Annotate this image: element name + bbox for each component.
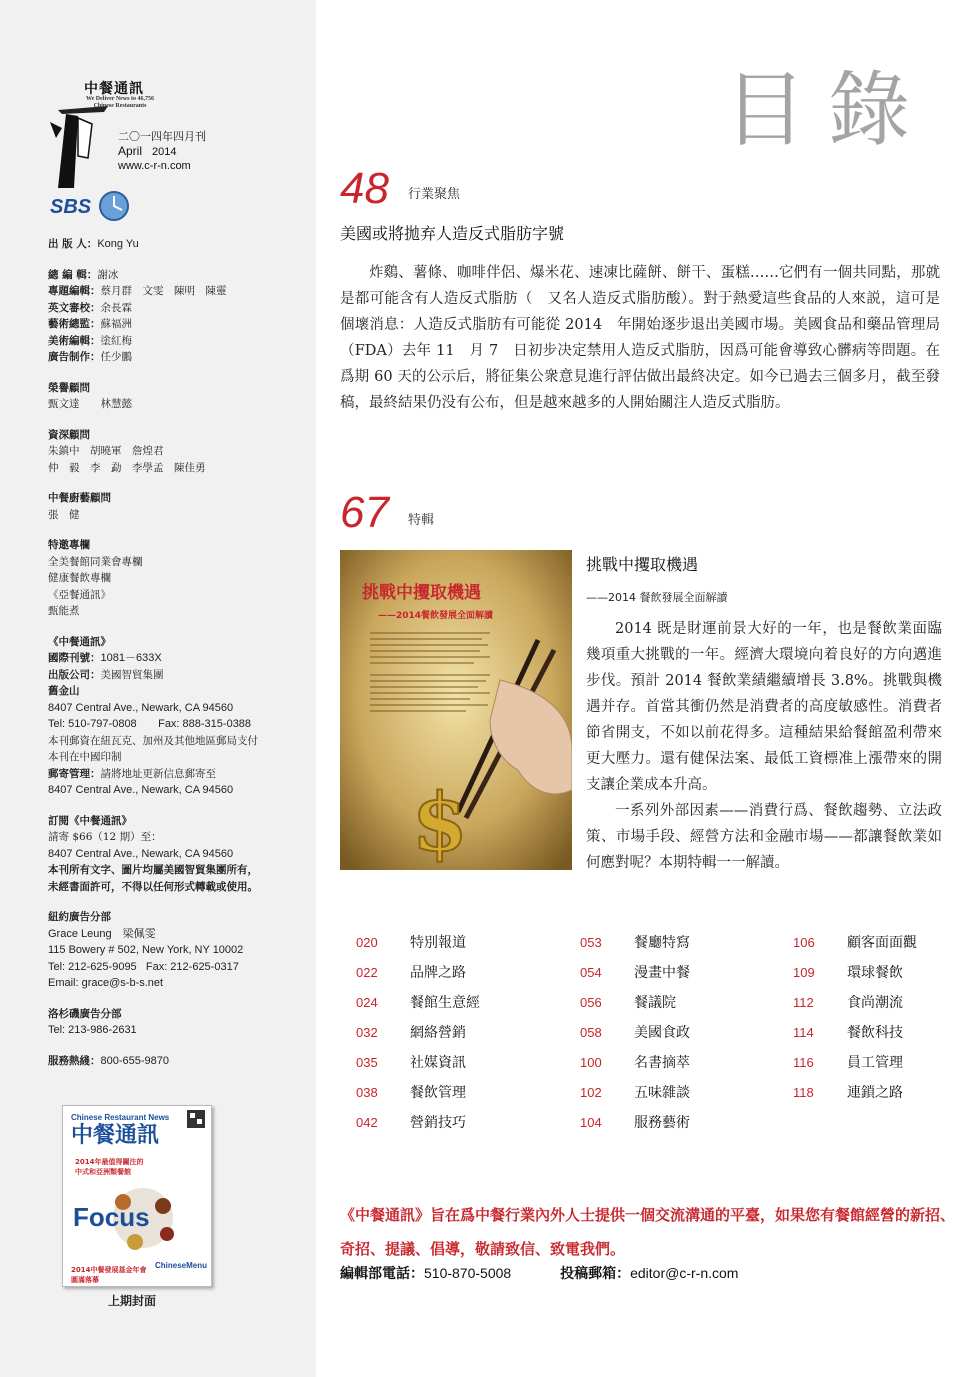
hotline: 服務熱綫：800-655-9870: [48, 1054, 170, 1067]
ny-heading: 紐約廣告分部: [48, 911, 111, 923]
email-label: 投稿郵箱：: [560, 1266, 631, 1282]
section-number: 48: [340, 164, 389, 213]
editor-row: 藝術總監：蘇福洲: [48, 318, 132, 330]
editor-row: 總 編 輯：謝冰: [48, 268, 119, 281]
cover-brand: ChineseMenu: [155, 1261, 208, 1270]
issue-date-en: [118, 144, 206, 159]
waiter-icon: [48, 98, 118, 193]
column-item: 健康餐飲專欄: [48, 572, 111, 584]
sbs-logo: [48, 190, 140, 222]
hq-address: 8407 Central Ave., Newark, CA 94560: [48, 701, 234, 714]
editor-row: 美術編輯：塗紅梅: [48, 334, 132, 347]
ny-email[interactable]: Email: grace@s-b-s.net: [48, 977, 164, 989]
issue-info: [118, 130, 206, 173]
company: 出版公司：美國智貿集團: [48, 668, 164, 681]
editor-row: 廣告制作：任少鵬: [48, 351, 132, 363]
issn: 國際刊號：1081－633X: [48, 652, 162, 664]
toc-item[interactable]: 032 網絡營銷: [356, 1025, 466, 1041]
copyright: 未經書面許可，不得以任何形式轉載或使用。: [48, 880, 258, 893]
senior-names: 仲 毅 李 勐 李學孟 陳佳勇: [48, 461, 206, 474]
issue-url[interactable]: www.c-r-n.com: [118, 160, 191, 172]
la-phone: Tel: 213-986-2631: [48, 1024, 137, 1036]
logo-title: 中餐通訊: [84, 81, 144, 97]
subscribe-price: 請寄 $66（12 期）至：: [48, 831, 162, 843]
cover-thumbnail: [63, 1106, 211, 1286]
contact-info: [340, 1263, 738, 1283]
feature-body: 一系列外部因素——消費行爲、餐飲趨勢、立法政策、市場手段、經營方法和金融市場——都讓餐飲業如何應對呢？本期特輯一一解讀。: [586, 803, 942, 871]
toc-item[interactable]: 112 食尚潮流: [793, 995, 903, 1011]
copyright: 本刊所有文字、圖片均屬美國智貿集團所有，: [48, 864, 258, 876]
hq-phone: Tel: 510-797-0808 Fax: 888-315-0388: [48, 718, 252, 730]
print-note: 本刊在中國印制: [48, 751, 122, 763]
toc-item[interactable]: 056 餐議院: [580, 995, 676, 1011]
section-number: 67: [340, 488, 389, 537]
feature-image[interactable]: [340, 550, 572, 870]
sbs-text: SBS: [50, 196, 92, 218]
senior-names: 朱鎮中 胡曉軍 詹煌君: [48, 445, 164, 457]
publisher: [48, 236, 298, 253]
toc-item[interactable]: 053 餐廳特寫: [580, 935, 690, 951]
ny-phone: Tel: 212-625-9095 Fax: 212-625-0317: [48, 960, 239, 973]
cover-focus: Focus: [73, 1202, 150, 1232]
dollar-icon: $: [412, 775, 468, 869]
info-heading: 《中餐通訊》: [48, 635, 111, 648]
toc-item[interactable]: 106 顧客面面觀: [793, 935, 917, 951]
toc-item[interactable]: 042 營銷技巧: [356, 1115, 466, 1131]
email-value[interactable]: editor@c-r-n.com: [630, 1265, 739, 1281]
postmaster: 郵寄管理：請將地址更新信息郵寄至: [48, 767, 216, 780]
cover-headline: 2014年最值得關注的: [75, 1158, 144, 1166]
image-title: 挑戰中攫取機遇: [362, 583, 481, 603]
toc-item[interactable]: 058 美國食政: [580, 1025, 690, 1041]
la-heading: 洛杉磯廣告分部: [48, 1007, 122, 1020]
feature-subheadline: ——2014 餐飲發展全面解讀: [586, 591, 728, 604]
culinary-heading: 中餐廚藝顧問: [48, 492, 111, 504]
senior-heading: 資深顧問: [48, 428, 90, 441]
mission-statement: 《中餐通訊》旨在爲中餐行業內外人士提供一個交流溝通的平臺，如果您有餐館經營的新招、奇招、提議、倡導，敬請致信、致電我們。: [340, 1206, 956, 1258]
columns-heading: 特邀專欄: [48, 539, 90, 551]
column-item: 全美餐館同業會專欄: [48, 555, 143, 568]
issue-month: April: [118, 144, 143, 158]
logo-tagline: We Deliver News to 46,756 Chinese Restaurants: [85, 96, 155, 109]
subscribe-heading: 訂閱《中餐通訊》: [48, 814, 132, 827]
issue-date-cn: 二〇一四年四月刊: [118, 130, 206, 143]
sidebar: [0, 0, 316, 1377]
toc-item[interactable]: 035 社媒資訊: [356, 1055, 466, 1071]
cover-footer: 圓滿落幕: [71, 1276, 99, 1284]
honorary-names: 甄文達 林慧懿: [48, 398, 132, 410]
postage-note: 本刊郵資在紐瓦克、加州及其他地區郵局支付: [48, 734, 258, 747]
cover-caption: 上期封面: [108, 1294, 157, 1308]
section-label: 行業聚焦: [408, 187, 461, 202]
editor-row: 英文審校：余長霖: [48, 301, 132, 314]
cover-headline: 中式和亞洲類餐館: [75, 1168, 131, 1176]
toc-item[interactable]: 102 五味雜談: [580, 1085, 690, 1101]
section-label: 特輯: [408, 513, 435, 528]
editor-row: 專題編輯：蔡月群 文雯 陳明 陳靈: [48, 285, 227, 297]
ny-contact-name: Grace Leung 梁佩雯: [48, 927, 156, 940]
toc-item[interactable]: 109 環球餐飲: [793, 965, 903, 981]
subscribe-address: 8407 Central Ave., Newark, CA 94560: [48, 847, 234, 860]
toc-item[interactable]: 118 連鎖之路: [793, 1085, 903, 1101]
hq-label: 舊金山: [48, 685, 80, 697]
phone-value: 510-870-5008: [424, 1265, 512, 1281]
toc-item[interactable]: 104 服務藝術: [580, 1115, 690, 1131]
toc-item[interactable]: 114 餐飲科技: [793, 1025, 903, 1041]
honorary-heading: 榮譽顧問: [48, 381, 90, 394]
publisher-name: Kong Yu: [97, 238, 139, 250]
masthead: [48, 236, 298, 1069]
column-item: 甄能煮: [48, 605, 80, 617]
page-title: 目錄: [724, 63, 933, 158]
feature-headline[interactable]: 挑戰中攫取機遇: [586, 555, 699, 574]
feature-body: 2014 既是財運前景大好的一年，也是餐飲業面臨幾項重大挑戰的一年。經濟大環境向着良好的方向邁進步伐。預計 2014 餐飲業績繼續增長 3.8%。挑戰與機遇并存。首當其衝仍然是消費者的高度敏感性。消費者節省開支，不如以前花得多。這種結果給餐館盈利帶來更大壓力。還有健保法案、最低工資標准上漲帶來的開支讓企業成本升高。: [586, 621, 942, 793]
postmaster-address: 8407 Central Ave., Newark, CA 94560: [48, 784, 234, 796]
previous-cover[interactable]: [62, 1105, 212, 1287]
toc-item[interactable]: 020 特別報道: [356, 935, 466, 951]
column-item: 《亞餐通訊》: [48, 588, 111, 601]
toc-item[interactable]: 054 漫畫中餐: [580, 965, 690, 981]
culinary-names: 張 健: [48, 508, 80, 521]
toc-item[interactable]: 100 名書摘萃: [580, 1055, 690, 1071]
article-headline[interactable]: 美國或將拋弃人造反式脂肪字號: [340, 224, 565, 243]
toc-item[interactable]: 116 員工管理: [793, 1055, 903, 1071]
issue-year: 2014: [152, 146, 177, 158]
cover-title: 中餐通訊: [71, 1122, 160, 1148]
phone-label: 編輯部電話：: [340, 1266, 424, 1282]
toc-item[interactable]: 022 品牌之路: [356, 965, 466, 981]
article-body: 炸鷄、薯條、咖啡伴侶、爆米花、速凍比薩餅、餅干、蛋糕……它們有一個共同點，那就是都可能含有人造反式脂肪（ 又名人造反式脂肪酸）。對于熱愛這些食品的人來説，這可是個壞消息：人造反式脂肪有可能從 2014 年開始逐步退出美國市場。美國食品和藥品管理局（FDA）去年 11 月 7 日初步决定禁用人造反式脂肪，因爲可能會導致心髒病等問題。在爲期 60 天的公示后，將征集公衆意見進行評估做出最終决定。如今已過去三個多月，截至發稿，最終結果仍没有公布，但是越來越多的人開始關注人造反式脂肪。: [340, 265, 940, 411]
toc-item[interactable]: 024 餐館生意經: [356, 995, 480, 1011]
publisher-label: 出 版 人：: [48, 238, 98, 250]
cover-footer: 2014中餐發展基金年會: [71, 1266, 147, 1274]
toc-item[interactable]: 038 餐飲管理: [356, 1085, 466, 1101]
cover-news-label: Chinese Restaurant News: [71, 1113, 170, 1122]
image-subtitle: ——2014餐飲發展全面解讀: [378, 611, 494, 621]
ny-address: 115 Bowery # 502, New York, NY 10002: [48, 944, 244, 956]
